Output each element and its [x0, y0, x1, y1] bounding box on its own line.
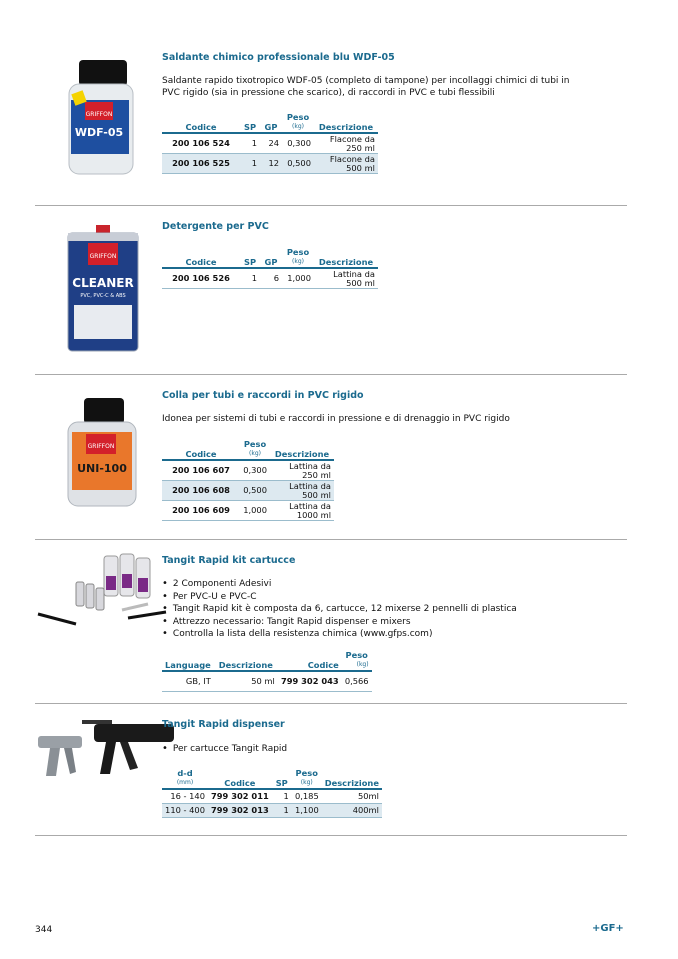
section-divider: [35, 539, 627, 540]
col-descrizione: Descrizione: [318, 257, 374, 267]
product-description-wdf05: Saldante rapido tixotropico WDF-05 (completo di tampone) per incollaggi chimici di tubi in PVC rigido (sia in pressione che scarico), di raccordi in PVC e tubi flessibili: [162, 76, 570, 98]
col-peso: Peso (kg): [243, 439, 267, 457]
section-divider: [35, 835, 627, 836]
col-sp: SP: [275, 778, 288, 788]
uni100-can-image: [64, 396, 140, 512]
gf-logo: +GF+: [592, 923, 624, 934]
col-gp: GP: [264, 122, 278, 132]
col-codice: Codice: [224, 778, 256, 788]
product-title-wdf05: Saldante chimico professionale blu WDF-05: [162, 52, 395, 63]
col-descrizione: Descrizione: [324, 778, 379, 788]
product-title-tangit-dispenser: Tangit Rapid dispenser: [162, 719, 285, 730]
product-table-tangit-dispenser: [162, 768, 382, 818]
col-gp: GP: [264, 257, 278, 267]
table-row: 200 106 607 0,300 Lattina da 250 ml: [162, 460, 334, 481]
table-row: 200 106 524 1 24 0,300 Flacone da 250 ml: [162, 133, 378, 154]
svg-text:GRIFFON: GRIFFON: [89, 253, 117, 260]
col-descrizione: Descrizione: [274, 449, 330, 459]
list-item: • Per cartucce Tangit Rapid: [162, 743, 287, 756]
table-row: 16 - 140 799 302 011 1 0,185 50ml: [162, 789, 382, 804]
col-peso: Peso (kg): [295, 768, 318, 786]
product-description-uni100: Idonea per sistemi di tubi e raccordi in pressione e di drenaggio in PVC rigido: [162, 414, 510, 424]
col-codice: Codice: [307, 660, 339, 670]
col-language: Language: [165, 660, 211, 670]
table-row: 110 - 400 799 302 013 1 1,100 400ml: [162, 804, 382, 818]
product-title-uni100: Colla per tubi e raccordi in PVC rigido: [162, 390, 364, 401]
table-row: 200 106 526 1 6 1,000 Lattina da 500 ml: [162, 268, 378, 289]
section-divider: [35, 205, 627, 206]
table-row: 200 106 608 0,500 Lattina da 500 ml: [162, 481, 334, 501]
tangit-dispenser-image: [36, 716, 176, 786]
product-title-cleaner: Detergente per PVC: [162, 221, 269, 232]
svg-text:GRIFFON: GRIFFON: [85, 111, 113, 118]
section-divider: [35, 374, 627, 375]
col-codice: Codice: [185, 257, 217, 267]
tangit-kit-image: [36, 552, 170, 636]
product-table-cleaner: [162, 247, 378, 289]
product-table-uni100: [162, 439, 334, 521]
table-row: GB, IT 50 ml 799 302 043 0,566: [162, 671, 372, 692]
svg-text:WDF-05: WDF-05: [74, 126, 124, 139]
col-peso: Peso (kg): [345, 650, 369, 668]
feature-list-tangit-kit: [162, 578, 517, 641]
svg-text:GRIFFON: GRIFFON: [87, 443, 115, 450]
list-item: • Controlla la lista della resistenza chimica (www.gfps.com): [162, 628, 517, 641]
col-sp: SP: [243, 257, 257, 267]
list-item: • Tangit Rapid kit è composta da 6, cartucce, 12 mixerse 2 pennelli di plastica: [162, 603, 517, 616]
section-divider: [35, 703, 627, 704]
col-codice: Codice: [185, 122, 217, 132]
list-item: • 2 Componenti Adesivi: [162, 578, 517, 591]
col-peso: Peso (kg): [286, 247, 310, 265]
table-row: 200 106 525 1 12 0,500 Flacone da 500 ml: [162, 154, 378, 174]
list-item: • Per PVC-U e PVC-C: [162, 591, 517, 604]
svg-text:UNI-100: UNI-100: [77, 462, 127, 475]
col-peso: Peso (kg): [286, 112, 310, 130]
table-row: 200 106 609 1,000 Lattina da 1000 ml: [162, 501, 334, 521]
col-dd: d-d (mm): [176, 768, 194, 786]
product-title-tangit-kit: Tangit Rapid kit cartucce: [162, 555, 296, 566]
svg-text:PVC, PVC-C & ABS: PVC, PVC-C & ABS: [80, 293, 126, 299]
col-descrizione: Descrizione: [218, 660, 273, 670]
cleaner-can-image: [66, 225, 140, 357]
product-table-wdf05: [162, 112, 378, 174]
svg-text:CLEANER: CLEANER: [72, 276, 134, 290]
col-sp: SP: [243, 122, 257, 132]
wdf05-bottle-image: [65, 58, 135, 180]
col-descrizione: Descrizione: [318, 122, 374, 132]
product-table-tangit-kit: [162, 650, 372, 692]
col-codice: Codice: [185, 449, 217, 459]
list-item: • Attrezzo necessario: Tangit Rapid dispenser e mixers: [162, 616, 517, 629]
page-number: 344: [35, 925, 53, 935]
feature-list-tangit-dispenser: [162, 743, 287, 756]
